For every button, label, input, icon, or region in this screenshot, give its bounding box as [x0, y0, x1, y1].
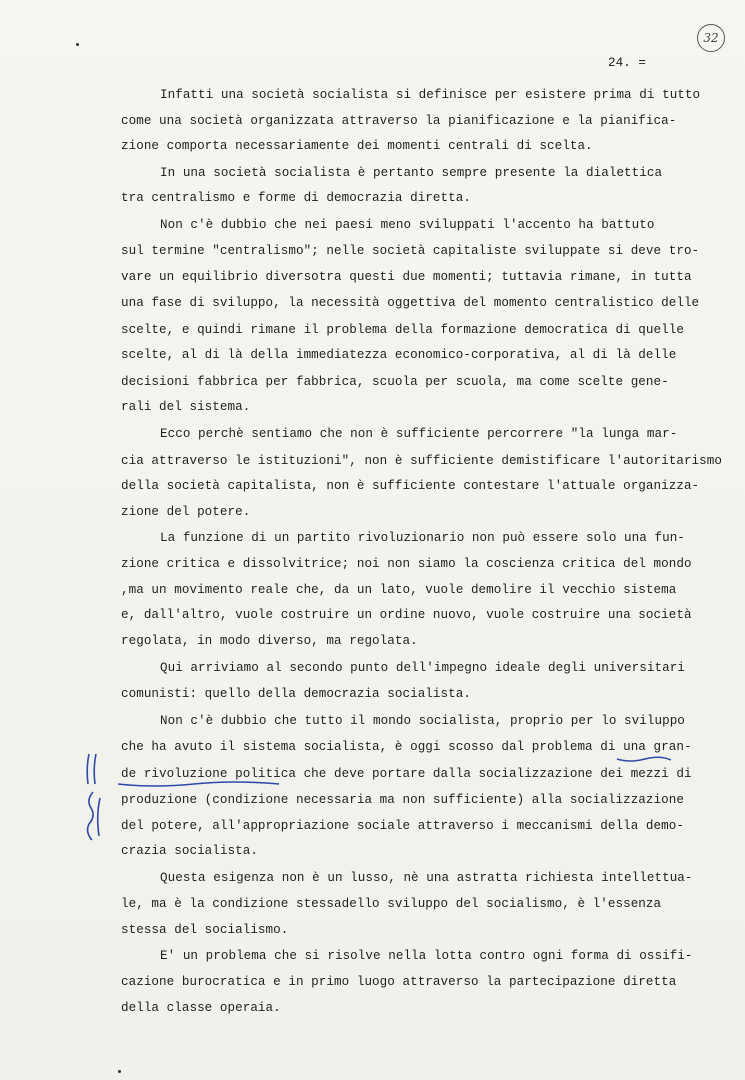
text-line: In una società socialista è pertanto sempre presente la dialettica: [160, 166, 663, 180]
text-line: vare un equilibrio diversotra questi due momenti; tuttavia rimane, in tutta: [121, 270, 692, 284]
text-line: della classe operaia.: [121, 1001, 281, 1015]
text-line: ,ma un movimento reale che, da un lato, vuole demolire il vecchio sistema: [121, 583, 677, 597]
text-line: sul termine "centralismo"; nelle società capitaliste sviluppate si deve tro-: [121, 244, 700, 258]
text-line: come una società organizzata attraverso la pianificazione e la pianifica-: [121, 114, 677, 128]
text-line: E' un problema che si risolve nella lotta contro ogni forma di ossifi-: [160, 949, 693, 963]
text-line: cazione burocratica e in primo luogo attraverso la partecipazione diretta: [121, 975, 677, 989]
text-line: scelte, al di là della immediatezza economico-corporativa, al di là delle: [121, 348, 677, 362]
text-line: comunisti: quello della democrazia socialista.: [121, 687, 471, 701]
margin-bracket-icon: [84, 790, 104, 842]
text-line: Qui arriviamo al secondo punto dell'impegno ideale degli universitari: [160, 661, 685, 675]
handwritten-underline: [615, 752, 675, 764]
archive-stamp: 32: [697, 24, 725, 52]
text-line: decisioni fabbrica per fabbrica, scuola per scuola, ma come scelte gene-: [121, 375, 669, 389]
handwritten-underline: [114, 778, 284, 790]
text-line: le, ma è la condizione stessadello sviluppo del socialismo, è l'essenza: [121, 897, 662, 911]
ink-dot: [118, 1070, 121, 1073]
text-line: del potere, all'appropriazione sociale attraverso i meccanismi della demo-: [121, 819, 684, 833]
text-line: rali del sistema.: [121, 400, 251, 414]
text-line: La funzione di un partito rivoluzionario non può essere solo una fun-: [160, 531, 685, 545]
text-line: cia attraverso le istituzioni", non è sufficiente demistificare l'autoritarismo: [121, 454, 722, 468]
text-line: Infatti una società socialista si definisce per esistere prima di tutto: [160, 88, 701, 102]
text-line: crazia socialista.: [121, 844, 258, 858]
margin-mark-icon: [84, 752, 100, 786]
text-line: Questa esigenza non è un lusso, nè una astratta richiesta intellettua-: [160, 871, 693, 885]
page-number: 24. =: [608, 56, 647, 70]
text-line: zione del potere.: [121, 505, 251, 519]
text-line: de rivoluzione politica che deve portare dalla socializzazione dei mezzi di: [121, 767, 692, 781]
text-line: una fase di sviluppo, la necessità oggettiva del momento centralistico delle: [121, 296, 700, 310]
text-line: stessa del socialismo.: [121, 923, 289, 937]
text-line: Non c'è dubbio che nei paesi meno sviluppati l'accento ha battuto: [160, 218, 655, 232]
text-line: produzione (condizione necessaria ma non sufficiente) alla socializzazione: [121, 793, 684, 807]
text-line: che ha avuto il sistema socialista, è oggi scosso dal problema di una gran-: [121, 740, 692, 754]
text-line: regolata, in modo diverso, ma regolata.: [121, 634, 418, 648]
text-line: zione comporta necessariamente dei momenti centrali di scelta.: [121, 139, 593, 153]
text-line: zione critica e dissolvitrice; noi non siamo la coscienza critica del mondo: [121, 557, 692, 571]
text-line: e, dall'altro, vuole costruire un ordine nuovo, vuole costruire una società: [121, 608, 692, 622]
text-line: Ecco perchè sentiamo che non è sufficiente percorrere "la lunga mar-: [160, 427, 678, 441]
ink-dot: [76, 43, 79, 46]
text-line: scelte, e quindi rimane il problema della formazione democratica di quelle: [121, 323, 684, 337]
text-line: Non c'è dubbio che tutto il mondo socialista, proprio per lo sviluppo: [160, 714, 685, 728]
text-line: tra centralismo e forme di democrazia diretta.: [121, 191, 471, 205]
text-line: della società capitalista, non è sufficiente contestare l'attuale organizza-: [121, 479, 700, 493]
